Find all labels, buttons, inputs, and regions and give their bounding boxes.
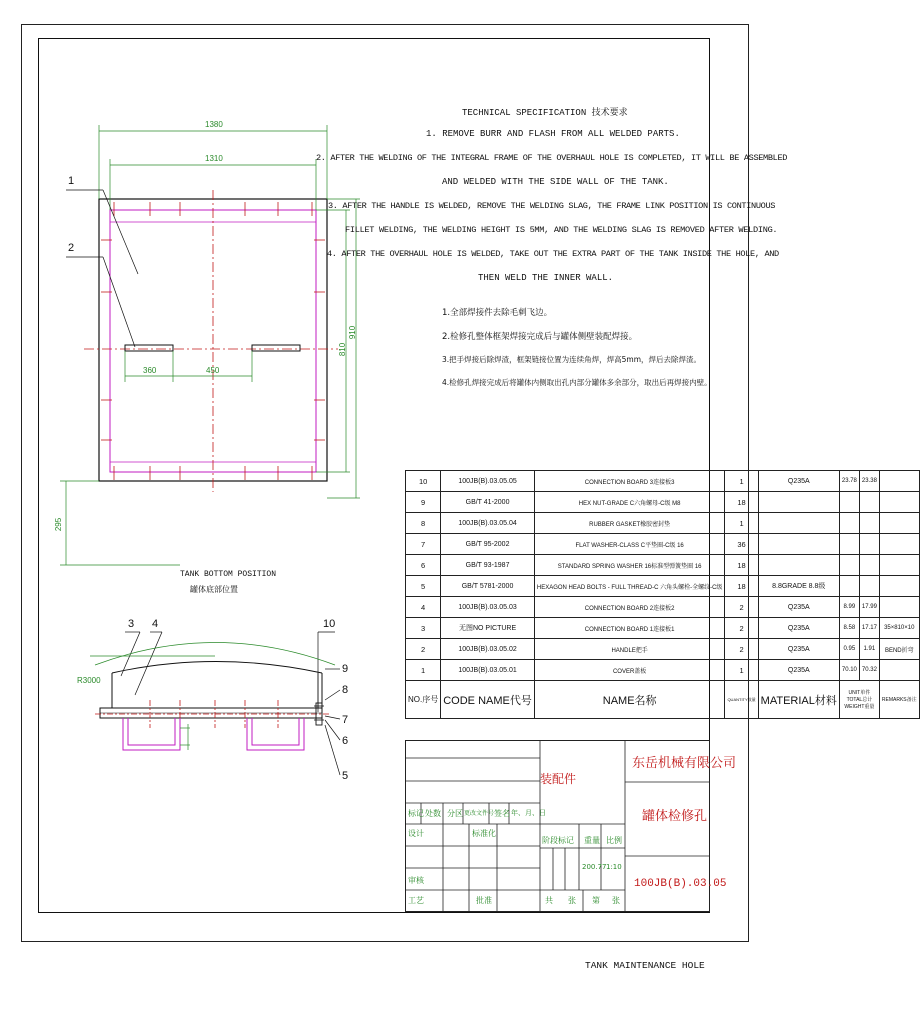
bom-cell-no: 3 [406, 618, 441, 639]
bom-cell-note [879, 576, 919, 597]
bom-cell-name: HEX NUT-GRADE C六角螺母-C级 M8 [534, 492, 725, 513]
tech-spec-line-1: 1. REMOVE BURR AND FLASH FROM ALL WELDED PARTS. [426, 129, 680, 139]
bom-cell-name: RUBBER GASKET橡胶密封垫 [534, 513, 725, 534]
tb-cell-change: 更改文件号 [464, 810, 495, 817]
bom-cell-code: GB/T 95-2002 [441, 534, 535, 555]
bom-row [406, 576, 920, 597]
bom-cell-qty: 18 [725, 576, 758, 597]
tech-spec-line-3: AND WELDED WITH THE SIDE WALL OF THE TANK. [442, 177, 669, 187]
handle-left [125, 345, 173, 351]
handle-right [252, 345, 300, 351]
bom-cell-name: HANDLE把手 [534, 639, 725, 660]
balloon-4: 4 [152, 618, 159, 630]
bom-row [406, 618, 920, 639]
bom-cell-w1 [839, 555, 859, 576]
bom-cell-name: FLAT WASHER-CLASS C平垫圈-C级 16 [534, 534, 725, 555]
bom-cell-note [879, 660, 919, 681]
tb-cell-scale: 比例 [606, 836, 622, 845]
bom-cell-qty: 2 [725, 618, 758, 639]
tb-cell-no: 第 [592, 896, 600, 905]
tb-cell-zone: 分区 [447, 809, 463, 818]
tb-cell-date: 年、月、日 [511, 809, 546, 817]
bom-cell-w2: 17.17 [859, 618, 879, 639]
title-drawing-no: 100JB(B).03.05 [634, 878, 727, 890]
bom-row [406, 513, 920, 534]
bom-cell-mat [758, 513, 839, 534]
bom-cell-no: 1 [406, 660, 441, 681]
bom-cell-no: 4 [406, 597, 441, 618]
bom-cell-no: 5 [406, 576, 441, 597]
bom-cell-mat: Q235A [758, 618, 839, 639]
tb-cell-approve: 批准 [476, 896, 492, 905]
bom-header-code: CODE NAME代号 [441, 681, 535, 719]
bom-cell-name: STANDARD SPRING WASHER 16标准型弹簧垫圈 16 [534, 555, 725, 576]
bom-cell-note [879, 471, 919, 492]
tb-cell-sheet1: 张 [568, 896, 576, 905]
bom-row [406, 639, 920, 660]
tb-cell-stage: 阶段标记 [542, 836, 574, 845]
bom-cell-w1 [839, 576, 859, 597]
bom-cell-qty: 18 [725, 555, 758, 576]
drawing-caption: TANK MAINTENANCE HOLE [585, 960, 705, 971]
bom-cell-note: 35×810×10 [879, 618, 919, 639]
tech-spec-line-2: 2. AFTER THE WELDING OF THE INTEGRAL FRAME OF THE OVERHAUL HOLE IS COMPLETED, IT WILL BE ASSEMBLED [316, 153, 788, 163]
tech-spec-line-6: 4. AFTER THE OVERHAUL HOLE IS WELDED, TAKE OUT THE EXTRA PART OF THE TANK INSIDE THE HOLE, AND [327, 249, 779, 259]
balloon-5: 5 [342, 770, 349, 782]
bom-cell-w2: 70.32 [859, 660, 879, 681]
title-company: 东岳机械有限公司 [632, 756, 737, 771]
bom-cell-mat [758, 555, 839, 576]
bom-cell-note [879, 513, 919, 534]
bom-cell-note: BEND折弯 [879, 639, 919, 660]
bom-cell-code: 100JB(B).03.05.05 [441, 471, 535, 492]
tech-spec-line-4: 3. AFTER THE HANDLE IS WELDED, REMOVE THE WELDING SLAG, THE FRAME LINK POSITION IS CONTINUOUS [328, 201, 776, 211]
bom-row [406, 492, 920, 513]
title-weight: 200.77 [582, 863, 607, 871]
bom-cell-code: GB/T 5781-2000 [441, 576, 535, 597]
dim-295: 295 [54, 517, 64, 532]
bom-header-qty: QUANTITY数量 [725, 681, 758, 719]
tb-cell-review: 审核 [408, 876, 424, 885]
title-scale: 1:10 [606, 863, 622, 871]
bom-cell-no: 6 [406, 555, 441, 576]
bom-cell-mat: 8.8GRADE 8.8级 [758, 576, 839, 597]
bom-row [406, 660, 920, 681]
bom-cell-w1: 8.99 [839, 597, 859, 618]
balloon-9: 9 [342, 663, 349, 675]
bom-cell-name: CONNECTION BOARD 3连接板3 [534, 471, 725, 492]
bom-cell-w2: 17.99 [859, 597, 879, 618]
bom-cell-code: GB/T 93-1987 [441, 555, 535, 576]
bom-cell-qty: 18 [725, 492, 758, 513]
tank-bottom-label: TANK BOTTOM POSITION [180, 570, 277, 579]
bom-cell-name: COVER盖板 [534, 660, 725, 681]
tb-cell-sign: 签名 [494, 809, 510, 818]
bom-cell-no: 8 [406, 513, 441, 534]
tb-cell-process: 工艺 [408, 896, 424, 905]
bom-row [406, 597, 920, 618]
bom-cell-note [879, 534, 919, 555]
bom-header [406, 681, 920, 719]
bom-cell-code: 无图NO PICTURE [441, 618, 535, 639]
balloon-10: 10 [323, 618, 336, 630]
dim-910: 910 [348, 325, 358, 340]
bom-cell-w2: 23.38 [859, 471, 879, 492]
bom-cell-mat [758, 534, 839, 555]
bom-cell-mat: Q235A [758, 639, 839, 660]
tb-cell-sheet2: 张 [612, 896, 620, 905]
bom-cell-no: 9 [406, 492, 441, 513]
bom-cell-code: 100JB(B).03.05.04 [441, 513, 535, 534]
bom-cell-w1: 8.58 [839, 618, 859, 639]
bom-header-no: NO.序号 [406, 681, 441, 719]
balloon-1: 1 [68, 175, 75, 187]
tech-spec-cn-3: 3.把手焊接后除焊渣，框架链接位置为连续角焊，焊高5mm，焊后去除焊渣。 [442, 355, 702, 364]
balloon-6: 6 [342, 735, 349, 747]
bom-cell-name: CONNECTION BOARD 1连接板1 [534, 618, 725, 639]
tech-spec-title: TECHNICAL SPECIFICATION 技术要求 [462, 108, 628, 118]
tb-cell-count: 处数 [425, 809, 441, 818]
bom-cell-note [879, 555, 919, 576]
bom-cell-w2 [859, 576, 879, 597]
bom-cell-w1 [839, 513, 859, 534]
title-assembly: 装配件 [540, 772, 577, 786]
bom-cell-no: 10 [406, 471, 441, 492]
bom-cell-qty: 1 [725, 660, 758, 681]
balloon-2: 2 [68, 242, 75, 254]
dim-450: 450 [206, 366, 220, 375]
bom-header-mat: MATERIAL材料 [758, 681, 839, 719]
bom-cell-mat: Q235A [758, 471, 839, 492]
bill-of-materials [405, 470, 920, 719]
bom-cell-w2 [859, 555, 879, 576]
tb-cell-standard: 标准化 [472, 829, 496, 838]
bom-cell-w1: 23.78 [839, 471, 859, 492]
tb-cell-design: 设计 [408, 829, 424, 838]
balloon-7: 7 [342, 714, 349, 726]
bom-cell-qty: 36 [725, 534, 758, 555]
tb-cell-total: 共 [545, 896, 553, 905]
bom-cell-no: 2 [406, 639, 441, 660]
bom-cell-w2: 1.91 [859, 639, 879, 660]
bom-header-name: NAME名称 [534, 681, 725, 719]
bom-cell-qty: 2 [725, 597, 758, 618]
dim-1380: 1380 [205, 120, 223, 129]
balloon-8: 8 [342, 684, 349, 696]
tb-cell-weight: 重量 [584, 836, 600, 845]
bom-cell-name: CONNECTION BOARD 2连接板2 [534, 597, 725, 618]
tech-spec-cn-1: 1.全部焊接件去除毛刺飞边。 [442, 308, 553, 318]
bom-cell-mat [758, 492, 839, 513]
bom-cell-code: GB/T 41-2000 [441, 492, 535, 513]
bom-cell-code: 100JB(B).03.05.03 [441, 597, 535, 618]
tech-spec-cn-4: 4.检修孔焊接完成后将罐体内侧取出孔内部分罐体多余部分，取出后再焊接内壁。 [442, 378, 712, 387]
bom-cell-w1 [839, 534, 859, 555]
dim-810: 810 [338, 342, 348, 357]
bom-cell-name: HEXAGON HEAD BOLTS - FULL THREAD-C 六角头螺栓-全螺纹-C级 [534, 576, 725, 597]
bom-cell-code: 100JB(B).03.05.02 [441, 639, 535, 660]
tb-cell-mark: 标记 [408, 809, 424, 818]
bom-row [406, 534, 920, 555]
dim-r3000: R3000 [77, 676, 101, 685]
tech-spec-cn-2: 2.检修孔整体框架焊接完成后与罐体侧壁装配焊接。 [442, 332, 638, 342]
bom-cell-w2 [859, 492, 879, 513]
bom-cell-w1: 70.10 [839, 660, 859, 681]
bom-header-w: UNIT单件 TOTAL总计 WEIGHT重量 [839, 681, 879, 719]
bom-row [406, 471, 920, 492]
bom-cell-mat: Q235A [758, 597, 839, 618]
dim-1310: 1310 [205, 154, 223, 163]
bom-cell-qty: 1 [725, 471, 758, 492]
bom-cell-w2 [859, 534, 879, 555]
bom-cell-code: 100JB(B).03.05.01 [441, 660, 535, 681]
bom-cell-mat: Q235A [758, 660, 839, 681]
tech-spec-line-5: FILLET WELDING, THE WELDING HEIGHT IS 5MM, AND THE WELDING SLAG IS REMOVED AFTER WELDING. [345, 225, 778, 235]
tech-spec-line-7: THEN WELD THE INNER WALL. [478, 273, 614, 283]
bom-header-note: REMARKS备注 [879, 681, 919, 719]
bom-cell-qty: 1 [725, 513, 758, 534]
bom-cell-note [879, 597, 919, 618]
bom-cell-w1 [839, 492, 859, 513]
bom-cell-note [879, 492, 919, 513]
dim-360: 360 [143, 366, 157, 375]
bom-cell-w1: 0.95 [839, 639, 859, 660]
tank-bottom-label-cn: 罐体底部位置 [190, 585, 238, 594]
bom-cell-no: 7 [406, 534, 441, 555]
title-part-name: 罐体检修孔 [642, 809, 708, 824]
bom-row [406, 555, 920, 576]
balloon-3: 3 [128, 618, 135, 630]
bom-cell-qty: 2 [725, 639, 758, 660]
bom-cell-w2 [859, 513, 879, 534]
